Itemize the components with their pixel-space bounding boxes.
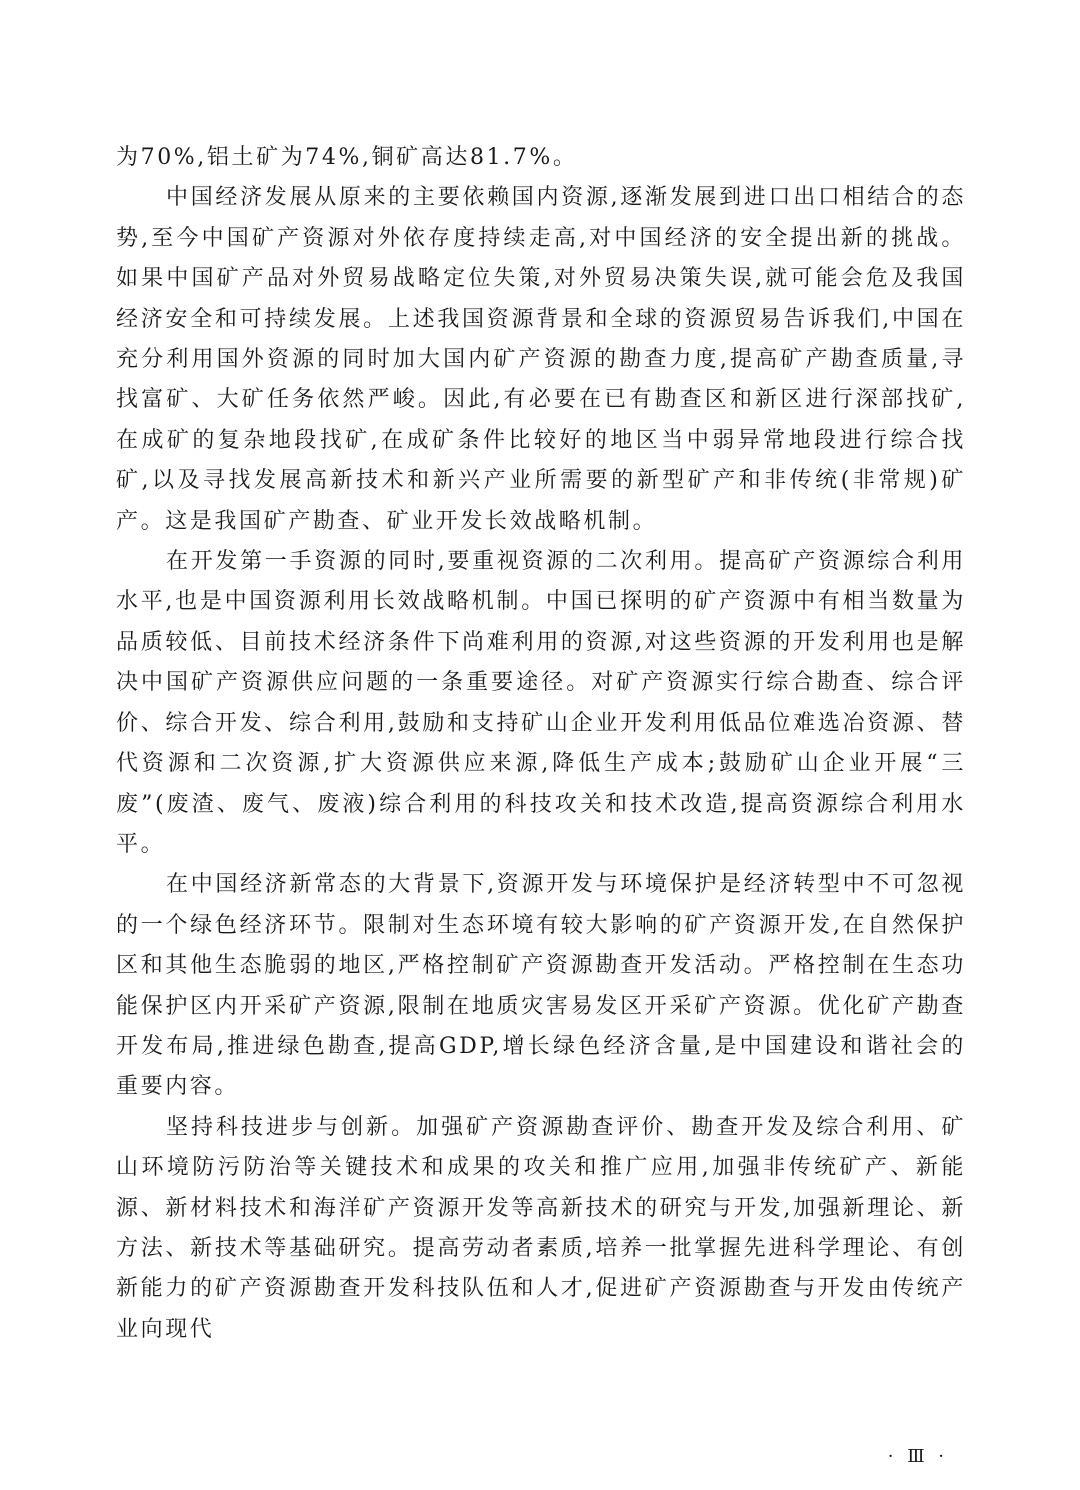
paragraph-environment-protection: 在中国经济新常态的大背景下,资源开发与环境保护是经济转型中不可忽视的一个绿色经济环节。限制对生态环境有较大影响的矿产资源开发,在自然保护区和其他生态脆弱的地区,严格控制矿产资源勘查开发活动。严格控制在生态功能保护区内开采矿产资源,限制在地质灾害易发区开采矿产资源。优化矿产勘查开发布局,推进绿色勘查,提高GDP,增长绿色经济含量,是中国建设和谐社会的重要内容。 bbox=[116, 872, 966, 1100]
paragraph-import-export: 中国经济发展从原来的主要依赖国内资源,逐渐发展到进口出口相结合的态势,至今中国矿产资源对外依存度持续走高,对中国经济的安全提出新的挑战。如果中国矿产品对外贸易战略定位失策,对外贸易决策失误,就可能会危及我国经济安全和可持续发展。上述我国资源背景和全球的资源贸易告诉我们,中国在充分利用国外资源的同时加大国内矿产资源的勘查力度,提高矿产勘查质量,寻找富矿、大矿任务依然严峻。因此,有必要在已有勘查区和新区进行深部找矿,在成矿的复杂地段找矿,在成矿条件比较好的地区当中弱异常地段进行综合找矿,以及寻找发展高新技术和新兴产业所需要的新型矿产和非传统(非常规)矿产。这是我国矿产勘查、矿业开发长效战略机制。 bbox=[116, 185, 966, 534]
paragraph-secondary-utilization: 在开发第一手资源的同时,要重视资源的二次利用。提高矿产资源综合利用水平,也是中国资源利用长效战略机制。中国已探明的矿产资源中有相当数量为品质较低、目前技术经济条件下尚难利用的资源,对这些资源的开发利用也是解决中国矿产资源供应问题的一条重要途径。对矿产资源实行综合勘查、综合评价、综合开发、综合利用,鼓励和支持矿山企业开发利用低品位难选冶资源、替代资源和二次资源,扩大资源供应来源,降低生产成本;鼓励矿山企业开展“三废”(废渣、废气、废液)综合利用的科技攻关和技术改造,提高资源综合利用水平。 bbox=[116, 549, 966, 857]
paragraph-continuation: 为70%,铝土矿为74%,铜矿高达81.7%。 bbox=[116, 145, 578, 170]
body-text bbox=[116, 138, 966, 1350]
page-number: · Ⅲ · bbox=[887, 1446, 948, 1467]
paragraph-tech-innovation: 坚持科技进步与创新。加强矿产资源勘查评价、勘查开发及综合利用、矿山环境防污防治等关键技术和成果的攻关和推广应用,加强非传统矿产、新能源、新材料技术和海洋矿产资源开发等高新技术的研究与开发,加强新理论、新方法、新技术等基础研究。提高劳动者素质,培养一批掌握先进科学理论、有创新能力的矿产资源勘查开发科技队伍和人才,促进矿产资源勘查与开发由传统产业向现代 bbox=[116, 1114, 966, 1342]
